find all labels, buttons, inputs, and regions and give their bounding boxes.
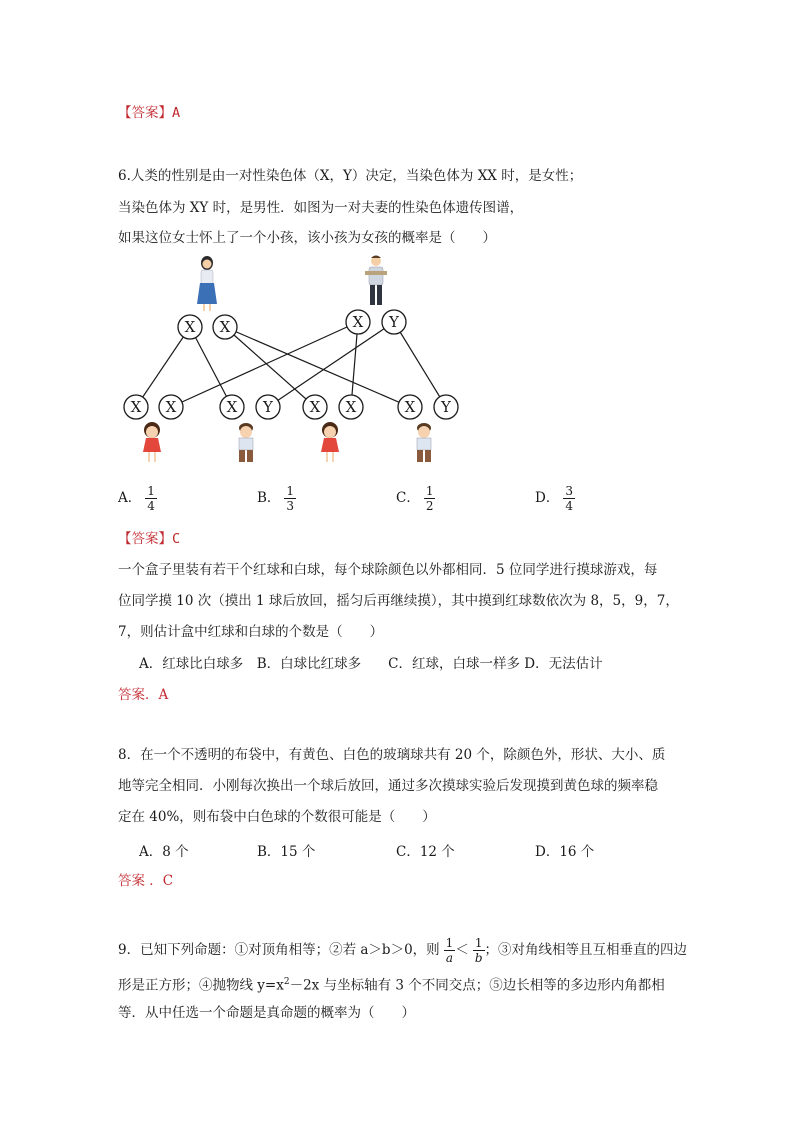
q6-option-d: D． $\frac{3}{4}$ [535, 484, 573, 513]
q8-option-b: B．15 个 [257, 844, 316, 860]
girl-figure-1 [143, 422, 161, 462]
q8-line-1: 8．在一个不透明的布袋中，有黄色、白色的玻璃球共有 20 个，除颜色外，形状、大小、质 [118, 747, 666, 763]
child-chromosome-node [398, 395, 422, 419]
q6-option-b: B． $\frac{1}{3}$ [257, 484, 295, 513]
svg-text:X: X [345, 398, 357, 416]
child-chromosome-node [434, 395, 458, 419]
father-figure [365, 256, 387, 306]
inheritance-link [136, 327, 190, 407]
svg-text:X: X [130, 398, 142, 416]
svg-text:X: X [404, 398, 416, 416]
boy-figure-2 [417, 423, 431, 462]
answer-q5 [118, 104, 180, 122]
inheritance-link [394, 322, 446, 407]
girl-figure-2 [321, 422, 339, 462]
answer-tag: 【答案】 [118, 105, 172, 121]
child-chromosome-node [124, 395, 148, 419]
svg-text:X: X [226, 398, 238, 416]
svg-text:Y: Y [263, 398, 273, 416]
answer-q7: 答案．A [118, 687, 169, 703]
answer-q8: 答案 ．C [118, 873, 174, 889]
parent-chromosome-node [382, 310, 406, 334]
parent-chromosome-node [346, 310, 370, 334]
answer-value: A [172, 105, 181, 121]
q6-line-1: 6.人类的性别是由一对性染色体（X，Y）决定，当染色体为 XX 时，是女性； [118, 168, 583, 184]
mother-figure [197, 256, 217, 311]
boy-figure-1 [239, 423, 253, 462]
q8-option-c: C．12 个 [396, 844, 455, 860]
svg-text:X: X [165, 398, 177, 416]
svg-text:X: X [219, 318, 231, 336]
q6-option-a: A． $\frac{1}{4}$ [118, 484, 155, 513]
q7-line-3: 7，则估计盒中红球和白球的个数是（ ） [118, 624, 384, 640]
svg-text:X: X [352, 313, 364, 331]
q8-option-a: A．8 个 [139, 844, 189, 860]
parent-chromosome-node [213, 315, 237, 339]
svg-text:Y: Y [389, 313, 399, 331]
q7-options: A．红球比白球多 B．白球比红球多 C．红球，白球一样多 D．无法估计 [139, 656, 603, 672]
child-chromosome-node [220, 395, 244, 419]
child-chromosome-node [256, 395, 280, 419]
q6-line-3: 如果这位女士怀上了一个小孩，该小孩为女孩的概率是（ ） [118, 230, 496, 246]
answer-q6: 【答案】C [118, 531, 181, 547]
child-chromosome-node [339, 395, 363, 419]
svg-text:Y: Y [441, 398, 451, 416]
q9-line-1: 9．已知下列命题：①对顶角相等；②若 a＞b＞0，则 $\frac{1}{a}$ ＜ $\frac{1}{b}$ ；③对角线相等且互相垂直的四边 [118, 936, 687, 965]
q8-line-2: 地等完全相同．小刚每次换出一个球后放回，通过多次摸球实验后发现摸到黄色球的频率稳 [118, 778, 658, 794]
q7-line-1: 一个盒子里装有若干个红球和白球，每个球除颜色以外都相同．5 位同学进行摸球游戏，每 [118, 562, 658, 578]
chromosome-nodes [124, 310, 458, 419]
svg-text:X: X [184, 318, 196, 336]
q6-option-c: C． $\frac{1}{2}$ [396, 484, 434, 513]
q7-line-2: 位同学摸 10 次（摸出 1 球后放回，摇匀后再继续摸），其中摸到红球数依次为 8，5，9，7， [118, 593, 679, 609]
inheritance-link [351, 322, 358, 407]
child-chromosome-node [303, 395, 327, 419]
svg-text:X: X [309, 398, 321, 416]
child-chromosome-node [159, 395, 183, 419]
q6-line-2: 当染色体为 XY 时，是男性．如图为一对夫妻的性染色体遗传图谱， [118, 200, 524, 216]
q8-line-3: 定在 40%，则布袋中白色球的个数很可能是（ ） [118, 809, 436, 825]
q9-line-2: 形是正方形；④抛物线 $y=x^2-2x$ 与坐标轴有 3 个不同交点；⑤边长相等的多边形内角都相 [118, 977, 665, 994]
q8-option-d: D．16 个 [535, 844, 595, 860]
q9-line-3: 等．从中任选一个命题是真命题的概率为（ ） [118, 1005, 415, 1021]
parent-chromosome-node [178, 315, 202, 339]
inheritance-diagram [118, 250, 478, 480]
